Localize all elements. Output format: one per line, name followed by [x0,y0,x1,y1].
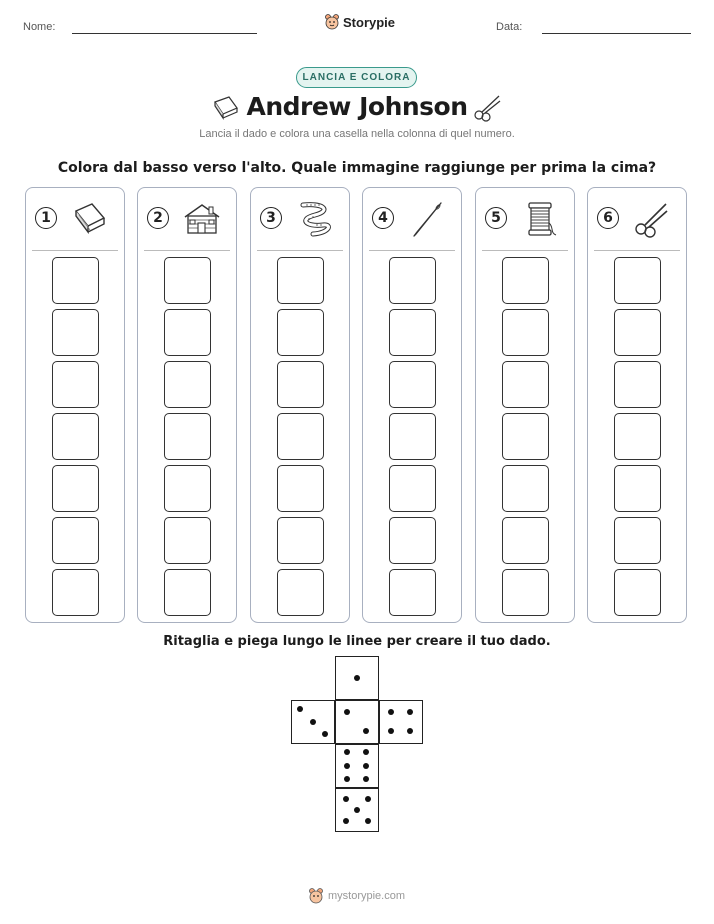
column-divider [369,250,455,251]
color-cell[interactable] [389,257,436,304]
scissors-icon [472,92,504,122]
dice-pip [344,763,350,769]
color-cell[interactable] [277,569,324,616]
color-cell[interactable] [52,465,99,512]
color-cell[interactable] [389,309,436,356]
footer-url[interactable]: mystorypie.com [327,890,406,902]
color-cell[interactable] [502,361,549,408]
brand-logo [325,14,395,30]
column-number: 2 [147,207,169,229]
color-cell[interactable] [502,517,549,564]
instruction: Colora dal basso verso l'alto. Quale immagine raggiunge per prima la cima? [57,160,657,176]
column-divider [144,250,230,251]
date-label: Data: [496,21,523,33]
dice-pip [297,706,303,712]
color-cell[interactable] [164,413,211,460]
dice-pip [363,728,369,734]
thread-spool-icon [520,199,560,239]
subtitle: Lancia il dado e colora una casella nella colonna di quel numero. [199,128,515,140]
color-cell[interactable] [164,257,211,304]
color-cell[interactable] [614,465,661,512]
dice-pip [388,728,394,734]
color-cell[interactable] [52,413,99,460]
dice-pip [365,818,371,824]
color-cell[interactable] [52,517,99,564]
column-header [251,188,349,250]
color-cell[interactable] [614,569,661,616]
column-6 [587,187,687,623]
column-header [26,188,124,250]
dice-pip [344,749,350,755]
column-3 [250,187,350,623]
color-cell[interactable] [277,361,324,408]
color-cell[interactable] [277,257,324,304]
dice-pip [407,709,413,715]
dice-pip [363,763,369,769]
activity-badge: LANCIA E COLORA [296,67,417,88]
storypie-mascot-icon [309,888,323,904]
color-cell[interactable] [52,309,99,356]
scissors-icon [632,199,672,239]
color-cell[interactable] [52,257,99,304]
dice-face-5 [335,788,379,832]
color-cell[interactable] [164,569,211,616]
color-cell[interactable] [389,517,436,564]
column-number: 3 [260,207,282,229]
column-divider [482,250,568,251]
column-number: 4 [372,207,394,229]
color-cell[interactable] [614,361,661,408]
dice-face-1 [335,656,379,700]
column-header [476,188,574,250]
dice-pip [344,776,350,782]
color-cell[interactable] [502,309,549,356]
dice-pip [322,731,328,737]
dice-pip [388,709,394,715]
color-cell[interactable] [389,569,436,616]
dice-pip [343,796,349,802]
dice-face-6 [335,744,379,788]
color-cell[interactable] [389,413,436,460]
color-cell[interactable] [502,569,549,616]
dice-face-4 [379,700,423,744]
column-2 [137,187,237,623]
dice-pip [354,675,360,681]
dice-pip [363,749,369,755]
tape-measure-icon [295,199,335,239]
column-header [588,188,686,250]
column-number: 5 [485,207,507,229]
color-cell[interactable] [277,413,324,460]
dice-pip [310,719,316,725]
color-cell[interactable] [52,569,99,616]
color-cell[interactable] [389,361,436,408]
color-cell[interactable] [277,309,324,356]
name-label: Nome: [23,21,56,33]
page-title: Andrew Johnson [246,92,468,121]
color-cell[interactable] [502,465,549,512]
color-cell[interactable] [614,517,661,564]
cut-instruction: Ritaglia e piega lungo le linee per creare il tuo dado. [163,634,551,649]
color-cell[interactable] [502,413,549,460]
color-cell[interactable] [502,257,549,304]
dice-pip [343,818,349,824]
color-cell[interactable] [52,361,99,408]
dice-pip [344,709,350,715]
dice-face-2 [335,700,379,744]
column-1 [25,187,125,623]
log-cabin-icon [182,199,222,239]
name-line[interactable] [72,33,257,34]
color-cell[interactable] [389,465,436,512]
dice-pip [354,807,360,813]
column-divider [257,250,343,251]
dice-pip [363,776,369,782]
color-cell[interactable] [614,309,661,356]
column-header [138,188,236,250]
color-cell[interactable] [164,309,211,356]
date-line[interactable] [542,33,691,34]
column-divider [32,250,118,251]
dice-pip [407,728,413,734]
book-icon [70,199,110,239]
footer [0,888,714,904]
storypie-mascot-icon [325,14,339,30]
column-number: 6 [597,207,619,229]
color-cell[interactable] [164,361,211,408]
column-5 [475,187,575,623]
color-cell[interactable] [164,465,211,512]
column-4 [362,187,462,623]
column-number: 1 [35,207,57,229]
needle-icon [407,199,447,239]
column-header [363,188,461,250]
color-cell[interactable] [277,465,324,512]
color-cell[interactable] [614,413,661,460]
column-divider [594,250,680,251]
color-cell[interactable] [277,517,324,564]
dice-pip [365,796,371,802]
color-cell[interactable] [614,257,661,304]
brand-name: Storypie [343,14,396,30]
color-cell[interactable] [164,517,211,564]
dice-face-3 [291,700,335,744]
